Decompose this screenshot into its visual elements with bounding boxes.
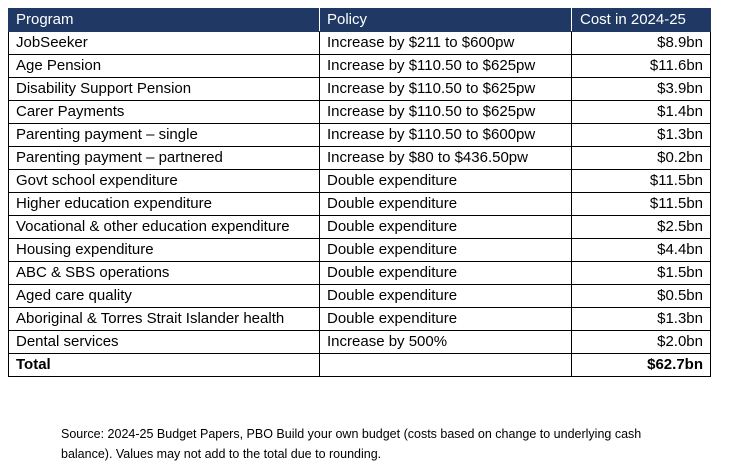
cell-cost: $4.4bn bbox=[572, 239, 711, 262]
table-row bbox=[9, 32, 711, 55]
table-row bbox=[9, 101, 711, 124]
cell-program: Vocational & other education expenditure bbox=[9, 216, 320, 239]
cell-cost: $2.0bn bbox=[572, 331, 711, 354]
cell-policy: Double expenditure bbox=[320, 262, 572, 285]
header-policy: Policy bbox=[320, 9, 572, 32]
cell-program: Disability Support Pension bbox=[9, 78, 320, 101]
cell-policy: Increase by $211 to $600pw bbox=[320, 32, 572, 55]
table-body bbox=[9, 32, 711, 377]
cell-program: Parenting payment – single bbox=[9, 124, 320, 147]
table-row bbox=[9, 193, 711, 216]
cell-cost: $11.6bn bbox=[572, 55, 711, 78]
cell-cost: $1.5bn bbox=[572, 262, 711, 285]
cell-policy: Increase by $110.50 to $600pw bbox=[320, 124, 572, 147]
cell-program: Higher education expenditure bbox=[9, 193, 320, 216]
table-row bbox=[9, 78, 711, 101]
cell-program: JobSeeker bbox=[9, 32, 320, 55]
total-policy bbox=[320, 354, 572, 377]
cell-policy: Increase by 500% bbox=[320, 331, 572, 354]
cell-policy: Double expenditure bbox=[320, 308, 572, 331]
table-row bbox=[9, 331, 711, 354]
cell-policy: Increase by $110.50 to $625pw bbox=[320, 78, 572, 101]
total-label: Total bbox=[9, 354, 320, 377]
cell-program: Carer Payments bbox=[9, 101, 320, 124]
cell-program: Govt school expenditure bbox=[9, 170, 320, 193]
cell-policy: Double expenditure bbox=[320, 170, 572, 193]
table-row bbox=[9, 285, 711, 308]
table-row bbox=[9, 216, 711, 239]
cell-cost: $0.2bn bbox=[572, 147, 711, 170]
cell-cost: $11.5bn bbox=[572, 193, 711, 216]
source-footnote: Source: 2024-25 Budget Papers, PBO Build your own budget (costs based on change to underlying cash balance). Values may not add to the total due to rounding. bbox=[61, 427, 642, 461]
cell-policy: Increase by $80 to $436.50pw bbox=[320, 147, 572, 170]
cell-program: Aged care quality bbox=[9, 285, 320, 308]
cell-policy: Double expenditure bbox=[320, 216, 572, 239]
table-row bbox=[9, 239, 711, 262]
cell-cost: $8.9bn bbox=[572, 32, 711, 55]
header-cost: Cost in 2024-25 bbox=[572, 9, 711, 32]
budget-cost-table bbox=[8, 8, 711, 377]
table-row bbox=[9, 147, 711, 170]
cell-policy: Increase by $110.50 to $625pw bbox=[320, 101, 572, 124]
total-row bbox=[9, 354, 711, 377]
header-program: Program bbox=[9, 9, 320, 32]
cell-cost: $0.5bn bbox=[572, 285, 711, 308]
cell-program: Aboriginal & Torres Strait Islander health bbox=[9, 308, 320, 331]
budget-table-container bbox=[8, 8, 710, 377]
cell-program: ABC & SBS operations bbox=[9, 262, 320, 285]
table-row bbox=[9, 55, 711, 78]
header-row bbox=[9, 9, 711, 32]
cell-cost: $3.9bn bbox=[572, 78, 711, 101]
cell-cost: $1.4bn bbox=[572, 101, 711, 124]
cell-cost: $11.5bn bbox=[572, 170, 711, 193]
cell-policy: Double expenditure bbox=[320, 285, 572, 308]
table-row bbox=[9, 308, 711, 331]
cell-program: Housing expenditure bbox=[9, 239, 320, 262]
table-header bbox=[9, 9, 711, 32]
cell-program: Dental services bbox=[9, 331, 320, 354]
total-cost: $62.7bn bbox=[572, 354, 711, 377]
table-row bbox=[9, 170, 711, 193]
cell-policy: Double expenditure bbox=[320, 239, 572, 262]
table-row bbox=[9, 124, 711, 147]
cell-policy: Double expenditure bbox=[320, 193, 572, 216]
cell-policy: Increase by $110.50 to $625pw bbox=[320, 55, 572, 78]
cell-program: Parenting payment – partnered bbox=[9, 147, 320, 170]
cell-cost: $1.3bn bbox=[572, 124, 711, 147]
cell-program: Age Pension bbox=[9, 55, 320, 78]
cell-cost: $2.5bn bbox=[572, 216, 711, 239]
cell-cost: $1.3bn bbox=[572, 308, 711, 331]
table-row bbox=[9, 262, 711, 285]
